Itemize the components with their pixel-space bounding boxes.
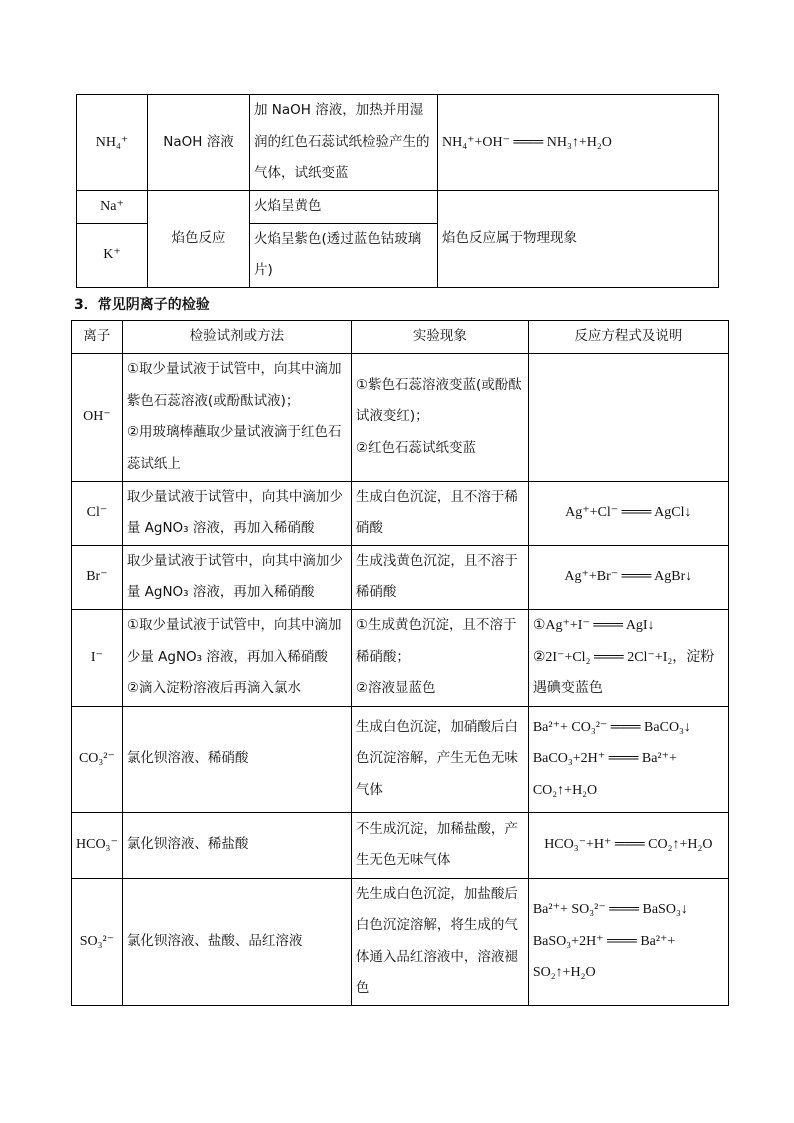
- table-row: [72, 609, 729, 706]
- ion-cell: HCO₃⁻: [72, 812, 123, 878]
- ion-cell: SO₃²⁻: [72, 878, 123, 1005]
- phenomenon-cell: 生成白色沉淀，且不溶于稀硝酸: [351, 481, 528, 545]
- method-cell: ①取少量试液于试管中，向其中滴加少量 AgNO₃ 溶液，再加入稀硝酸 ②滴入淀粉溶液后再滴入氯水: [122, 609, 351, 706]
- reagent-cell: 焰色反应: [148, 190, 250, 287]
- method-cell: 火焰呈黄色: [250, 190, 438, 223]
- method-cell: 取少量试液于试管中，向其中滴加少量 AgNO₃ 溶液，再加入稀硝酸: [122, 545, 351, 609]
- note-cell: 焰色反应属于物理现象: [438, 190, 719, 287]
- ion-cell: Na⁺: [77, 190, 148, 223]
- anion-test-table: [71, 320, 729, 1006]
- equation-cell: Ag⁺+Br⁻ ═══ AgBr↓: [528, 545, 728, 609]
- method-cell: 氯化钡溶液、稀盐酸: [122, 812, 351, 878]
- equation-cell: Ba²⁺+ CO₃²⁻ ═══ BaCO₃↓ BaCO₃+2H⁺ ═══ Ba²⁺+ CO₂↑+H₂O: [528, 706, 728, 812]
- ion-cell: CO₃²⁻: [72, 706, 123, 812]
- ion-cell: I⁻: [72, 609, 123, 706]
- table-row: [72, 481, 729, 545]
- cation-test-table: [76, 94, 719, 288]
- method-cell: ①取少量试液于试管中，向其中滴加紫色石蕊溶液(或酚酞试液)； ②用玻璃棒蘸取少量试液滴于红色石蕊试纸上: [122, 353, 351, 481]
- table-row: [72, 812, 729, 878]
- header-phenomenon: 实验现象: [351, 321, 528, 354]
- table-header-row: [72, 321, 729, 354]
- section-title: 3．常见阴离子的检验: [74, 297, 210, 313]
- method-cell: 氯化钡溶液、稀硝酸: [122, 706, 351, 812]
- note-cell: NH₄⁺+OH⁻ ═══ NH₃↑+H₂O: [438, 95, 719, 191]
- method-cell: 氯化钡溶液、盐酸、品红溶液: [122, 878, 351, 1005]
- table-row: [72, 878, 729, 1005]
- phenomenon-cell: 生成白色沉淀，加硝酸后白色沉淀溶解，产生无色无味气体: [351, 706, 528, 812]
- phenomenon-cell: 先生成白色沉淀，加盐酸后白色沉淀溶解，将生成的气体通入品红溶液中，溶液褪色: [351, 878, 528, 1005]
- phenomenon-cell: ①紫色石蕊溶液变蓝(或酚酞试液变红)； ②红色石蕊试纸变蓝: [351, 353, 528, 481]
- equation-cell: Ba²⁺+ SO₃²⁻ ═══ BaSO₃↓ BaSO₃+2H⁺ ═══ Ba²⁺+ SO₂↑+H₂O: [528, 878, 728, 1005]
- phenomenon-cell: 生成浅黄色沉淀，且不溶于稀硝酸: [351, 545, 528, 609]
- table-row: [72, 545, 729, 609]
- ion-cell: Cl⁻: [72, 481, 123, 545]
- phenomenon-cell: ①生成黄色沉淀，且不溶于稀硝酸； ②溶液显蓝色: [351, 609, 528, 706]
- equation-cell: ①Ag⁺+I⁻ ═══ AgI↓ ②2I⁻+Cl₂ ═══ 2Cl⁻+I₂，淀粉遇碘变蓝色: [528, 609, 728, 706]
- equation-cell: HCO₃⁻+H⁺ ═══ CO₂↑+H₂O: [528, 812, 728, 878]
- reagent-cell: NaOH 溶液: [148, 95, 250, 191]
- equation-cell: [528, 353, 728, 481]
- header-method: 检验试剂或方法: [122, 321, 351, 354]
- method-cell: 取少量试液于试管中，向其中滴加少量 AgNO₃ 溶液，再加入稀硝酸: [122, 481, 351, 545]
- table-row: [77, 190, 719, 223]
- table-row: [72, 353, 729, 481]
- method-cell: 加 NaOH 溶液，加热并用湿润的红色石蕊试纸检验产生的气体，试纸变蓝: [250, 95, 438, 191]
- header-equation: 反应方程式及说明: [528, 321, 728, 354]
- table-row: [72, 706, 729, 812]
- ion-cell: K⁺: [77, 223, 148, 287]
- ion-cell: NH₄⁺: [77, 95, 148, 191]
- ion-cell: Br⁻: [72, 545, 123, 609]
- ion-cell: OH⁻: [72, 353, 123, 481]
- table-row: [77, 95, 719, 191]
- method-cell: 火焰呈紫色(透过蓝色钴玻璃片): [250, 223, 438, 287]
- phenomenon-cell: 不生成沉淀，加稀盐酸，产生无色无味气体: [351, 812, 528, 878]
- header-ion: 离子: [72, 321, 123, 354]
- equation-cell: Ag⁺+Cl⁻ ═══ AgCl↓: [528, 481, 728, 545]
